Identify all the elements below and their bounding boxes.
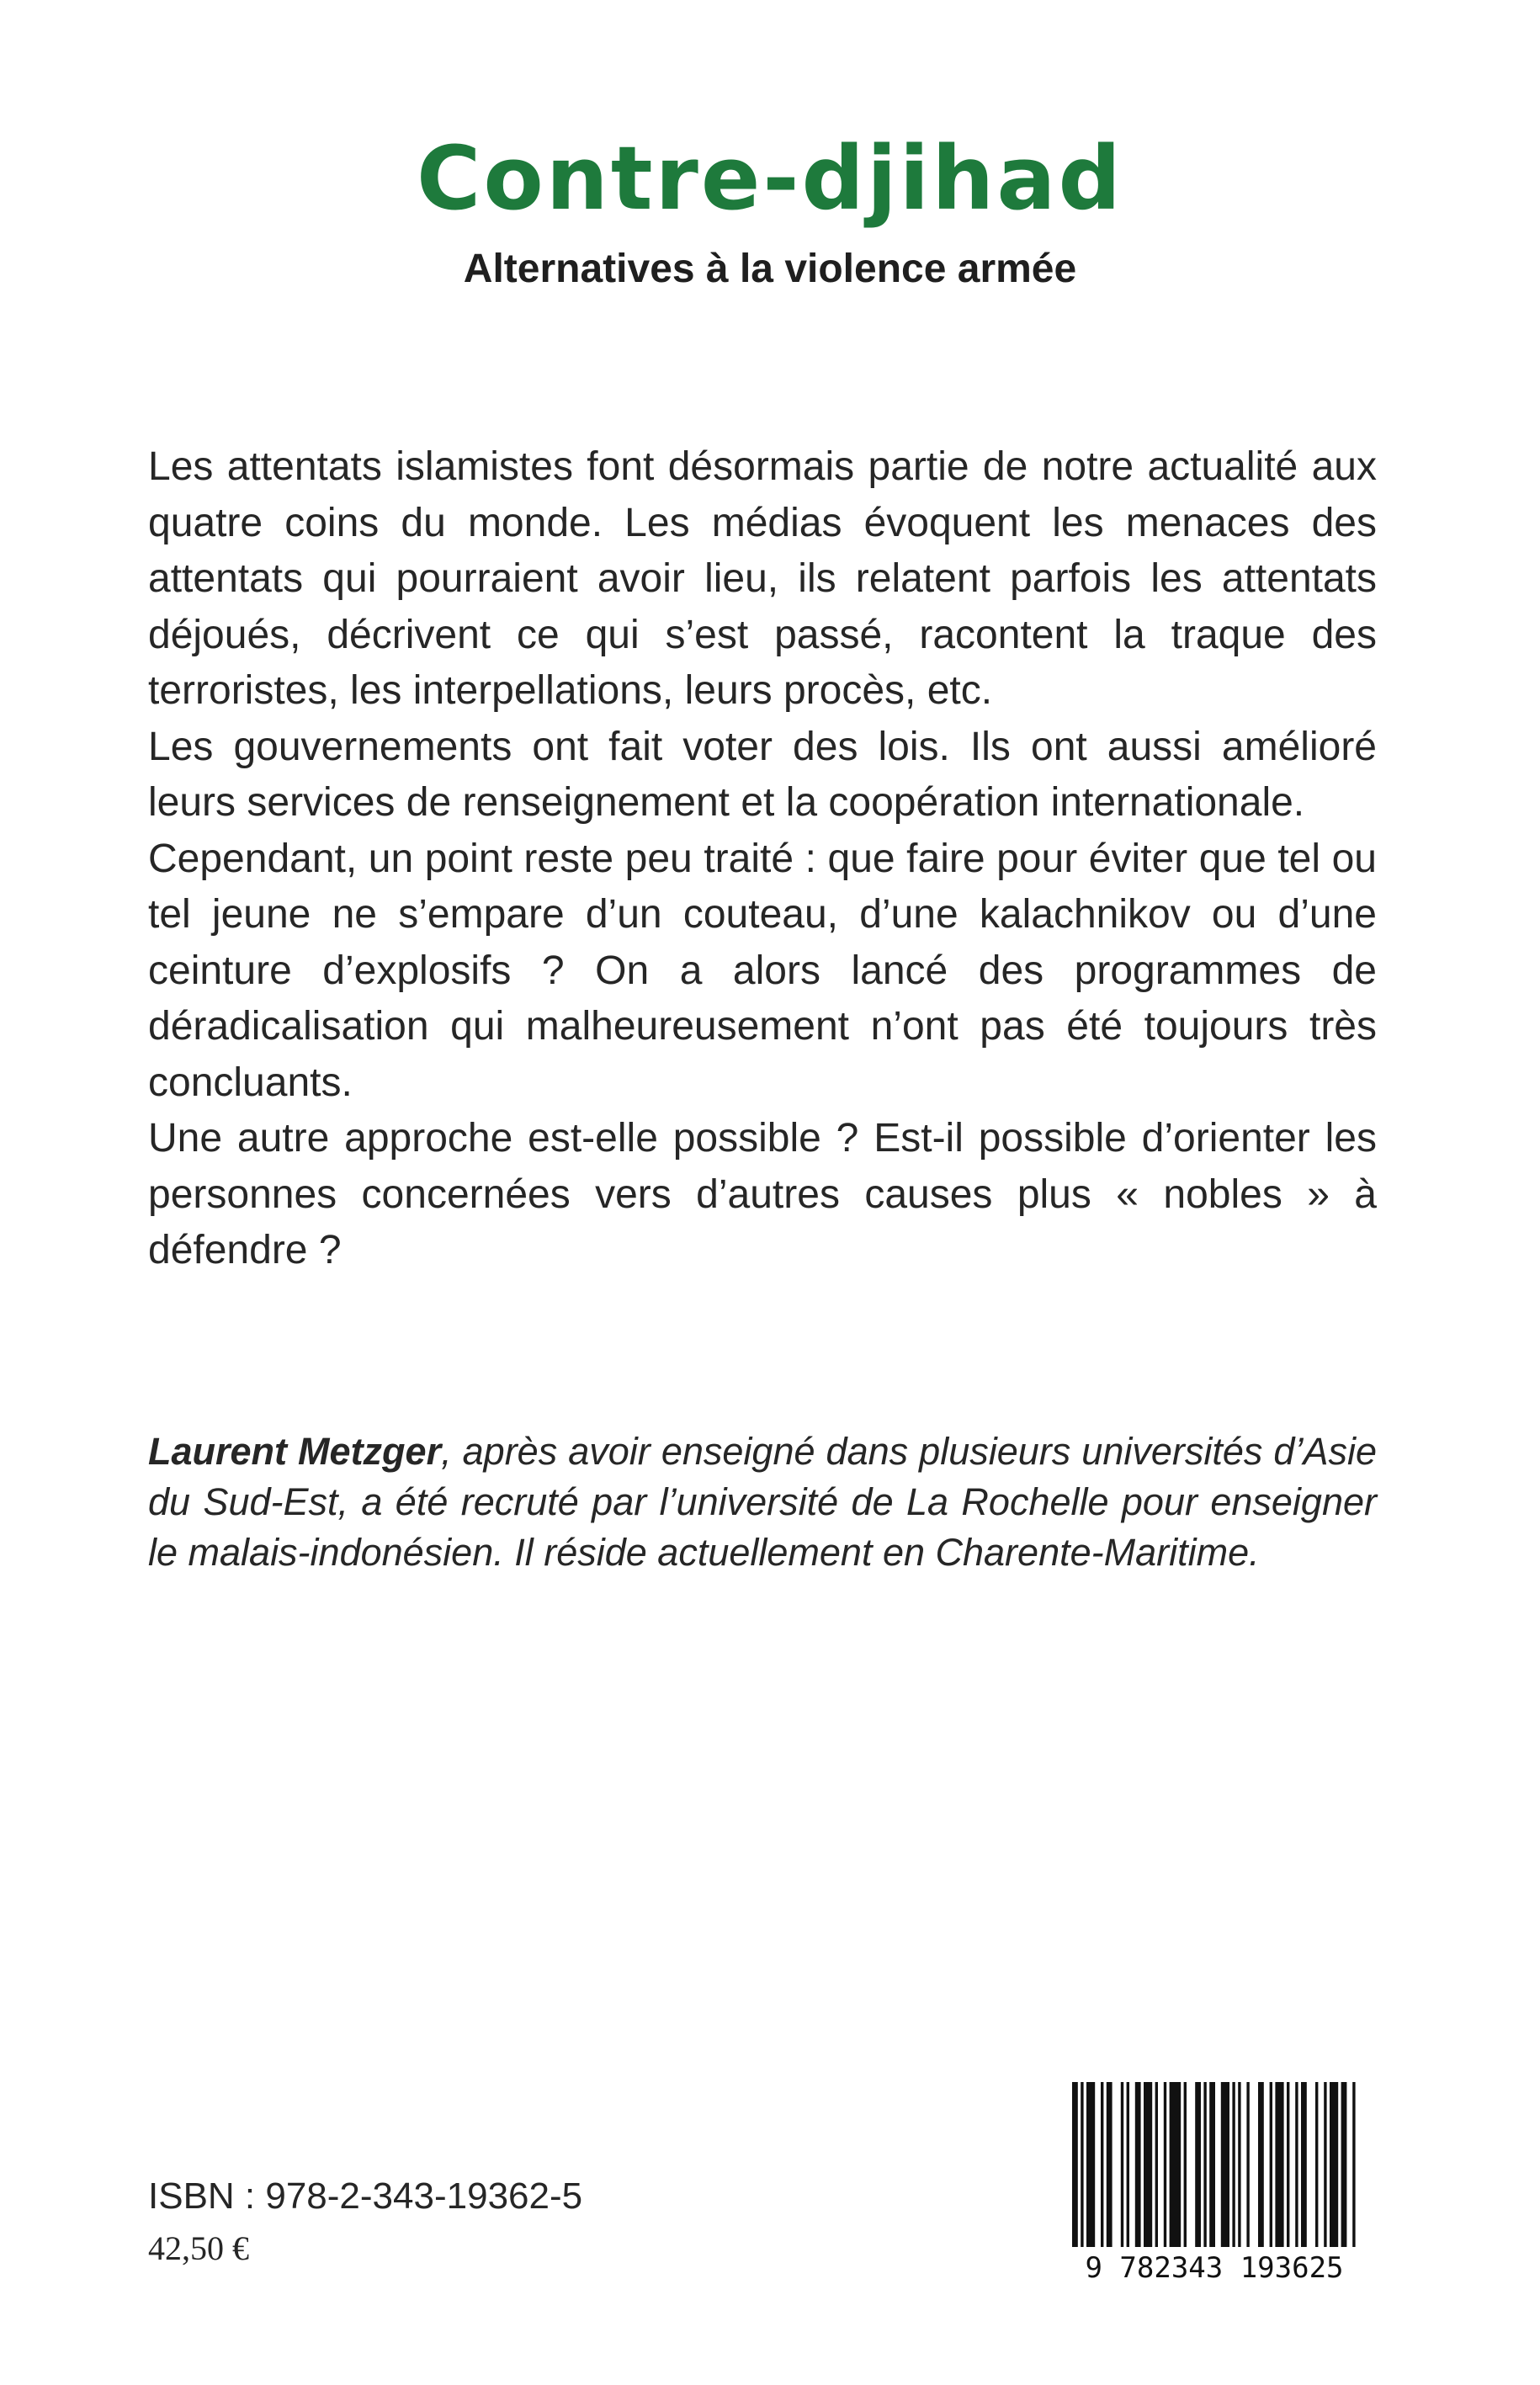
blurb-paragraph-1: Les attentats islamistes font désormais partie de notre actualité aux quatre coins du monde. Les médias évoquent les menaces des attentats qui pourraient avoir lieu, ils relatent parfois les attentats déjoués, décrivent ce qui s’est passé, racontent la traque des terroristes, les interpellations, leurs procès, etc. <box>148 444 1377 713</box>
isbn: ISBN : 978-2-343-19362-5 <box>148 2175 583 2217</box>
barcode-bar <box>1238 2082 1240 2247</box>
barcode-bar <box>1301 2082 1307 2247</box>
barcode-digits: 9 782343 193625 <box>1085 2251 1344 2285</box>
author-bio <box>148 1426 1377 1578</box>
barcode-bar <box>1315 2082 1318 2247</box>
barcode-bar <box>1107 2082 1113 2247</box>
barcode-bar <box>1155 2082 1158 2247</box>
barcode-bar <box>1135 2082 1141 2247</box>
barcode-bar <box>1144 2082 1152 2247</box>
barcode-bar <box>1232 2082 1235 2247</box>
barcode-bar <box>1164 2082 1166 2247</box>
barcode <box>1067 2082 1362 2286</box>
barcode-graphic <box>1067 2082 1362 2286</box>
barcode-bar <box>1275 2082 1283 2247</box>
barcode-bar <box>1352 2082 1355 2247</box>
barcode-bar <box>1170 2082 1182 2247</box>
barcode-bar <box>1086 2082 1095 2247</box>
barcode-bar <box>1195 2082 1201 2247</box>
barcode-bar <box>1127 2082 1129 2247</box>
price: 42,50 € <box>148 2229 249 2267</box>
barcode-bar <box>1209 2082 1215 2247</box>
barcode-bar <box>1101 2082 1103 2247</box>
barcode-bar <box>1258 2082 1264 2247</box>
book-title: Contre-djihad <box>417 127 1123 230</box>
barcode-bar <box>1184 2082 1187 2247</box>
barcode-bar <box>1246 2082 1249 2247</box>
author-bio-text: , après avoir enseigné dans plusieurs universités d’Asie du Sud-Est, a été recruté par l’université de La Rochelle pour enseigner le malais-indonésien. Il réside actuellement en Charente-Maritime. <box>148 1430 1377 1574</box>
barcode-bar <box>1081 2082 1083 2247</box>
author-name: Laurent Metzger <box>148 1430 442 1473</box>
barcode-bar <box>1121 2082 1123 2247</box>
blurb-paragraph-3: Cependant, un point reste peu traité : que faire pour éviter que tel ou tel jeune ne s’empare d’un couteau, d’une kalachnikov ou d’une ceinture d’explosifs ? On a alors lancé des programmes de déradicalisation qui malheureusement n’ont pas été toujours très concluants. <box>148 836 1377 1105</box>
barcode-bar <box>1203 2082 1206 2247</box>
back-cover-blurb <box>148 439 1377 1279</box>
barcode-bar <box>1287 2082 1289 2247</box>
blurb-paragraph-4: Une autre approche est-elle possible ? Est-il possible d’orienter les personnes concernées vers d’autres causes plus « nobles » à défendre ? <box>148 1116 1377 1272</box>
barcode-bar <box>1295 2082 1298 2247</box>
barcode-bar <box>1330 2082 1338 2247</box>
blurb-paragraph-2: Les gouvernements ont fait voter des lois. Ils ont aussi amélioré leurs services de renseignement et la coopération internationale. <box>148 724 1377 825</box>
barcode-bar <box>1324 2082 1326 2247</box>
barcode-bar <box>1221 2082 1229 2247</box>
barcode-bar <box>1270 2082 1272 2247</box>
barcode-bar <box>1341 2082 1347 2247</box>
book-subtitle: Alternatives à la violence armée <box>463 247 1077 291</box>
barcode-bar <box>1072 2082 1078 2247</box>
